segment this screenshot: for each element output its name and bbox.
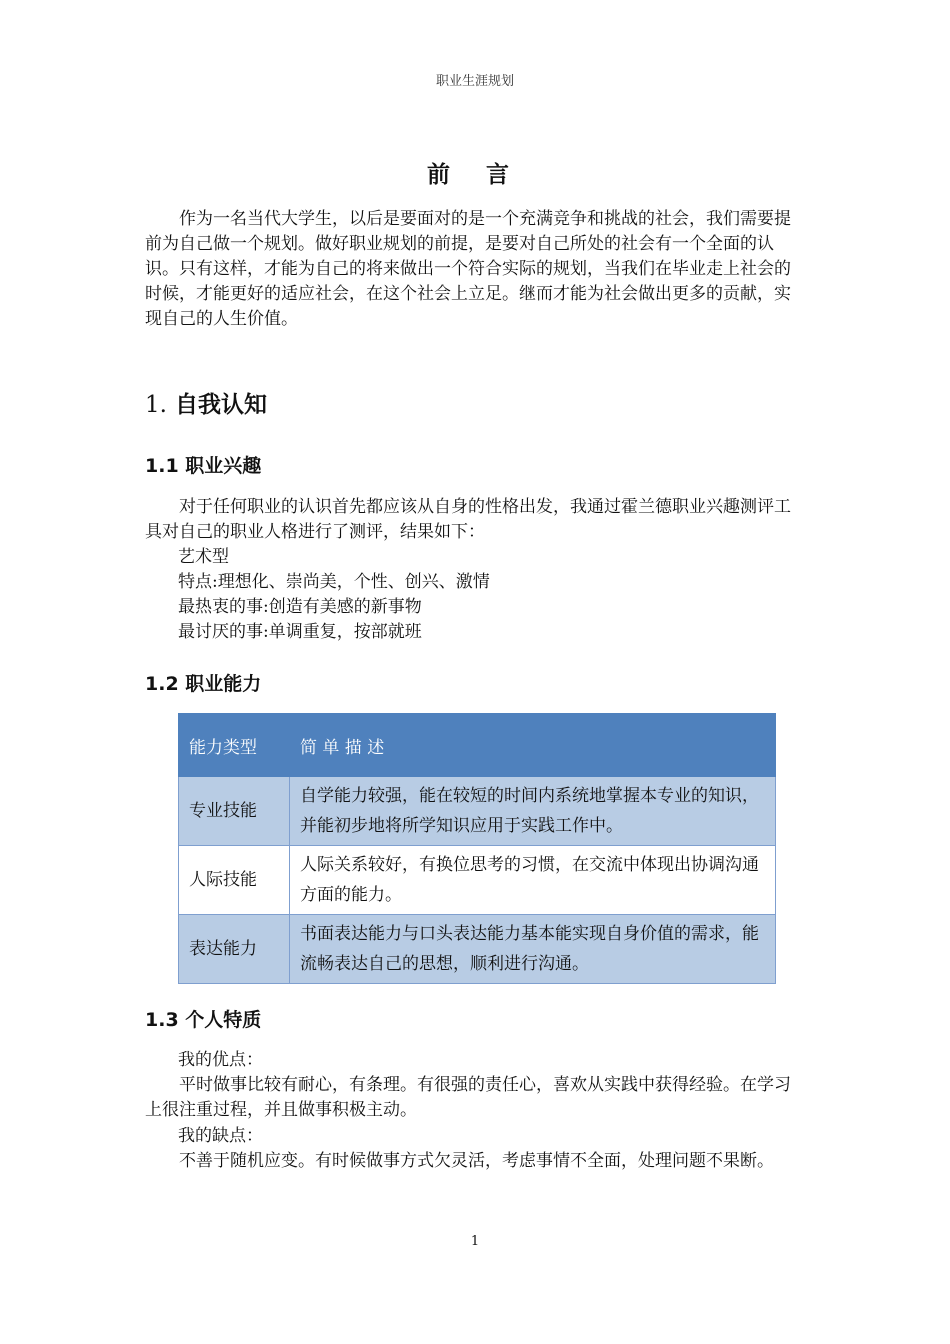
interest-intro-text: 对于任何职业的认识首先都应该从自身的性格出发，我通过霍兰德职业兴趣测评工具对自己的职业人格进行了测评，结果如下：	[145, 497, 791, 542]
weaknesses-text: 不善于随机应变。有时候做事方式欠灵活，考虑事情不全面，处理问题不果断。	[179, 1151, 774, 1171]
ability-type-cell: 人际技能	[179, 846, 290, 915]
ability-description-cell: 人际关系较好，有换位思考的习惯，在交流中体现出协调沟通方面的能力。	[290, 846, 776, 915]
ability-table	[178, 713, 776, 984]
subsection-heading-interest: 1.1 职业兴趣	[145, 455, 262, 477]
table-row	[179, 846, 776, 915]
section-title: 自我认知	[174, 392, 267, 418]
ability-table-header	[179, 714, 776, 777]
ability-type-cell: 专业技能	[179, 777, 290, 846]
strengths-label: 我的优点：	[178, 1050, 263, 1070]
page-number: 1	[470, 1234, 480, 1249]
preface-body	[145, 207, 805, 332]
subsection-heading-ability: 1.2 职业能力	[145, 673, 262, 695]
column-header-type: 能力类型	[179, 714, 290, 777]
column-header-description: 简 单 描 述	[290, 714, 776, 777]
interest-favorite: 最热衷的事:创造有美感的新事物	[178, 597, 422, 617]
section-heading-self-awareness	[145, 386, 267, 419]
strengths-text: 平时做事比较有耐心，有条理。有很强的责任心，喜欢从实践中获得经验。在学习上很注重过程，并且做事积极主动。	[145, 1075, 791, 1120]
ability-description-cell: 自学能力较强，能在较短的时间内系统地掌握本专业的知识，并能初步地将所学知识应用于实践工作中。	[290, 777, 776, 846]
preface-paragraph: 作为一名当代大学生，以后是要面对的是一个充满竞争和挑战的社会，我们需要提前为自己做一个规划。做好职业规划的前提，是要对自己所处的社会有一个全面的认识。只有这样，才能为自己的将来做出一个符合实际的规划，当我们在毕业走上社会的时候，才能更好的适应社会，在这个社会上立足。继而才能为社会做出更多的贡献，实现自己的人生价值。	[145, 209, 791, 329]
page-header: 职业生涯规划	[435, 74, 514, 89]
interest-type: 艺术型	[178, 547, 229, 567]
interest-dislike: 最讨厌的事:单调重复，按部就班	[178, 622, 422, 642]
subsection-heading-traits: 1.3 个人特质	[145, 1009, 262, 1031]
ability-description-cell: 书面表达能力与口头表达能力基本能实现自身价值的需求，能流畅表达自己的思想，顺利进行沟通。	[290, 915, 776, 984]
preface-title: 前 言	[426, 162, 523, 188]
weaknesses-label: 我的缺点：	[178, 1126, 263, 1146]
section-number: 1.	[145, 392, 167, 418]
interest-intro	[145, 495, 805, 545]
ability-type-cell: 表达能力	[179, 915, 290, 984]
weaknesses-body	[145, 1149, 805, 1174]
strengths-body	[145, 1073, 805, 1123]
table-row	[179, 777, 776, 846]
interest-traits: 特点:理想化、崇尚美，个性、创兴、激情	[178, 572, 490, 592]
table-row	[179, 915, 776, 984]
